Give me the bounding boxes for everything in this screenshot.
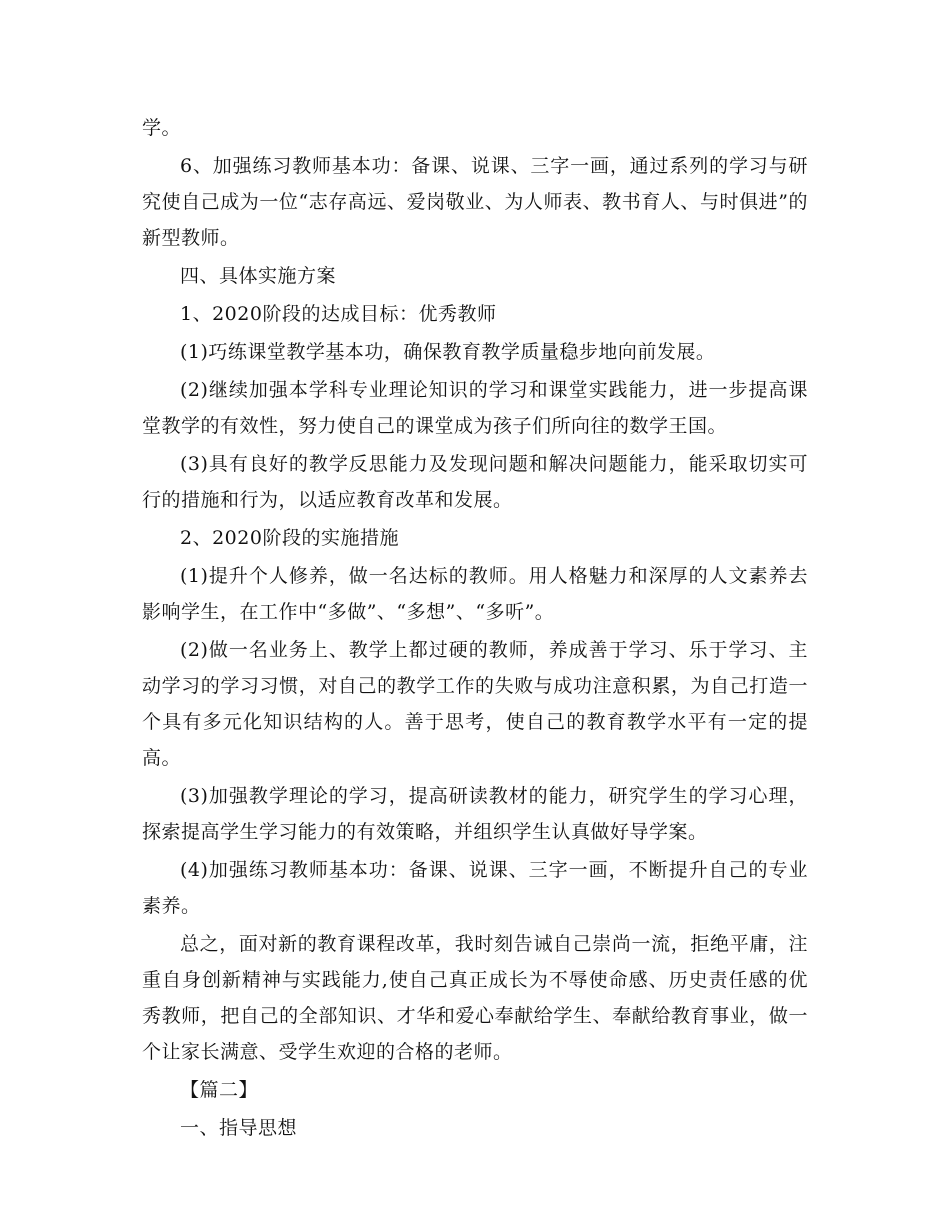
- measure-item-2: (2)做一名业务上、教学上都过硬的教师，养成善于学习、乐于学习、主动学习的学习习惯，对自己的教学工作的失败与成功注意积累，为自己打造一个具有多元化知识结构的人。善于思考，使自己的教育教学水平有一定的提高。: [142, 639, 808, 769]
- part-two-heading: 【篇二】: [180, 1079, 259, 1101]
- guiding-ideology-heading: 一、指导思想: [180, 1117, 298, 1139]
- goal-item-1: (1)巧练课堂教学基本功，确保教育教学质量稳步地向前发展。: [180, 341, 716, 363]
- conclusion-paragraph: 总之，面对新的教育课程改革，我时刻告诫自己崇尚一流，拒绝平庸，注重自身创新精神与实践能力,使自己真正成长为不辱使命感、历史责任感的优秀教师，把自己的全部知识、才华和爱心奉献给学生、奉献给教育事业，做一个让家长满意、受学生欢迎的合格的老师。: [142, 933, 808, 1063]
- subheading-measures: 2、2020阶段的实施措施: [180, 527, 399, 549]
- measure-item-3: (3)加强教学理论的学习，提高研读教材的能力，研究学生的学习心理，探索提高学生学习能力的有效策略，并组织学生认真做好导学案。: [142, 785, 808, 843]
- paragraph-item-6: 6、加强练习教师基本功：备课、说课、三字一画，通过系列的学习与研究使自己成为一位“志存高远、爱岗敬业、为人师表、教书育人、与时俱进”的新型教师。: [142, 155, 808, 249]
- paragraph-continuation: 学。: [142, 117, 182, 139]
- section-heading-implementation: 四、具体实施方案: [180, 265, 337, 287]
- measure-item-4: (4)加强练习教师基本功：备课、说课、三字一画，不断提升自己的专业素养。: [142, 859, 808, 917]
- goal-item-2: (2)继续加强本学科专业理论知识的学习和课堂实践能力，进一步提高课堂教学的有效性，努力使自己的课堂成为孩子们所向往的数学王国。: [142, 379, 808, 437]
- subheading-goals: 1、2020阶段的达成目标：优秀教师: [180, 303, 497, 325]
- measure-item-1: (1)提升个人修养，做一名达标的教师。用人格魅力和深厚的人文素养去影响学生，在工作中“多做”、“多想”、“多听”。: [142, 565, 808, 623]
- document-body: [142, 110, 808, 1148]
- goal-item-3: (3)具有良好的教学反思能力及发现问题和解决问题能力，能采取切实可行的措施和行为，以适应教育改革和发展。: [142, 453, 808, 511]
